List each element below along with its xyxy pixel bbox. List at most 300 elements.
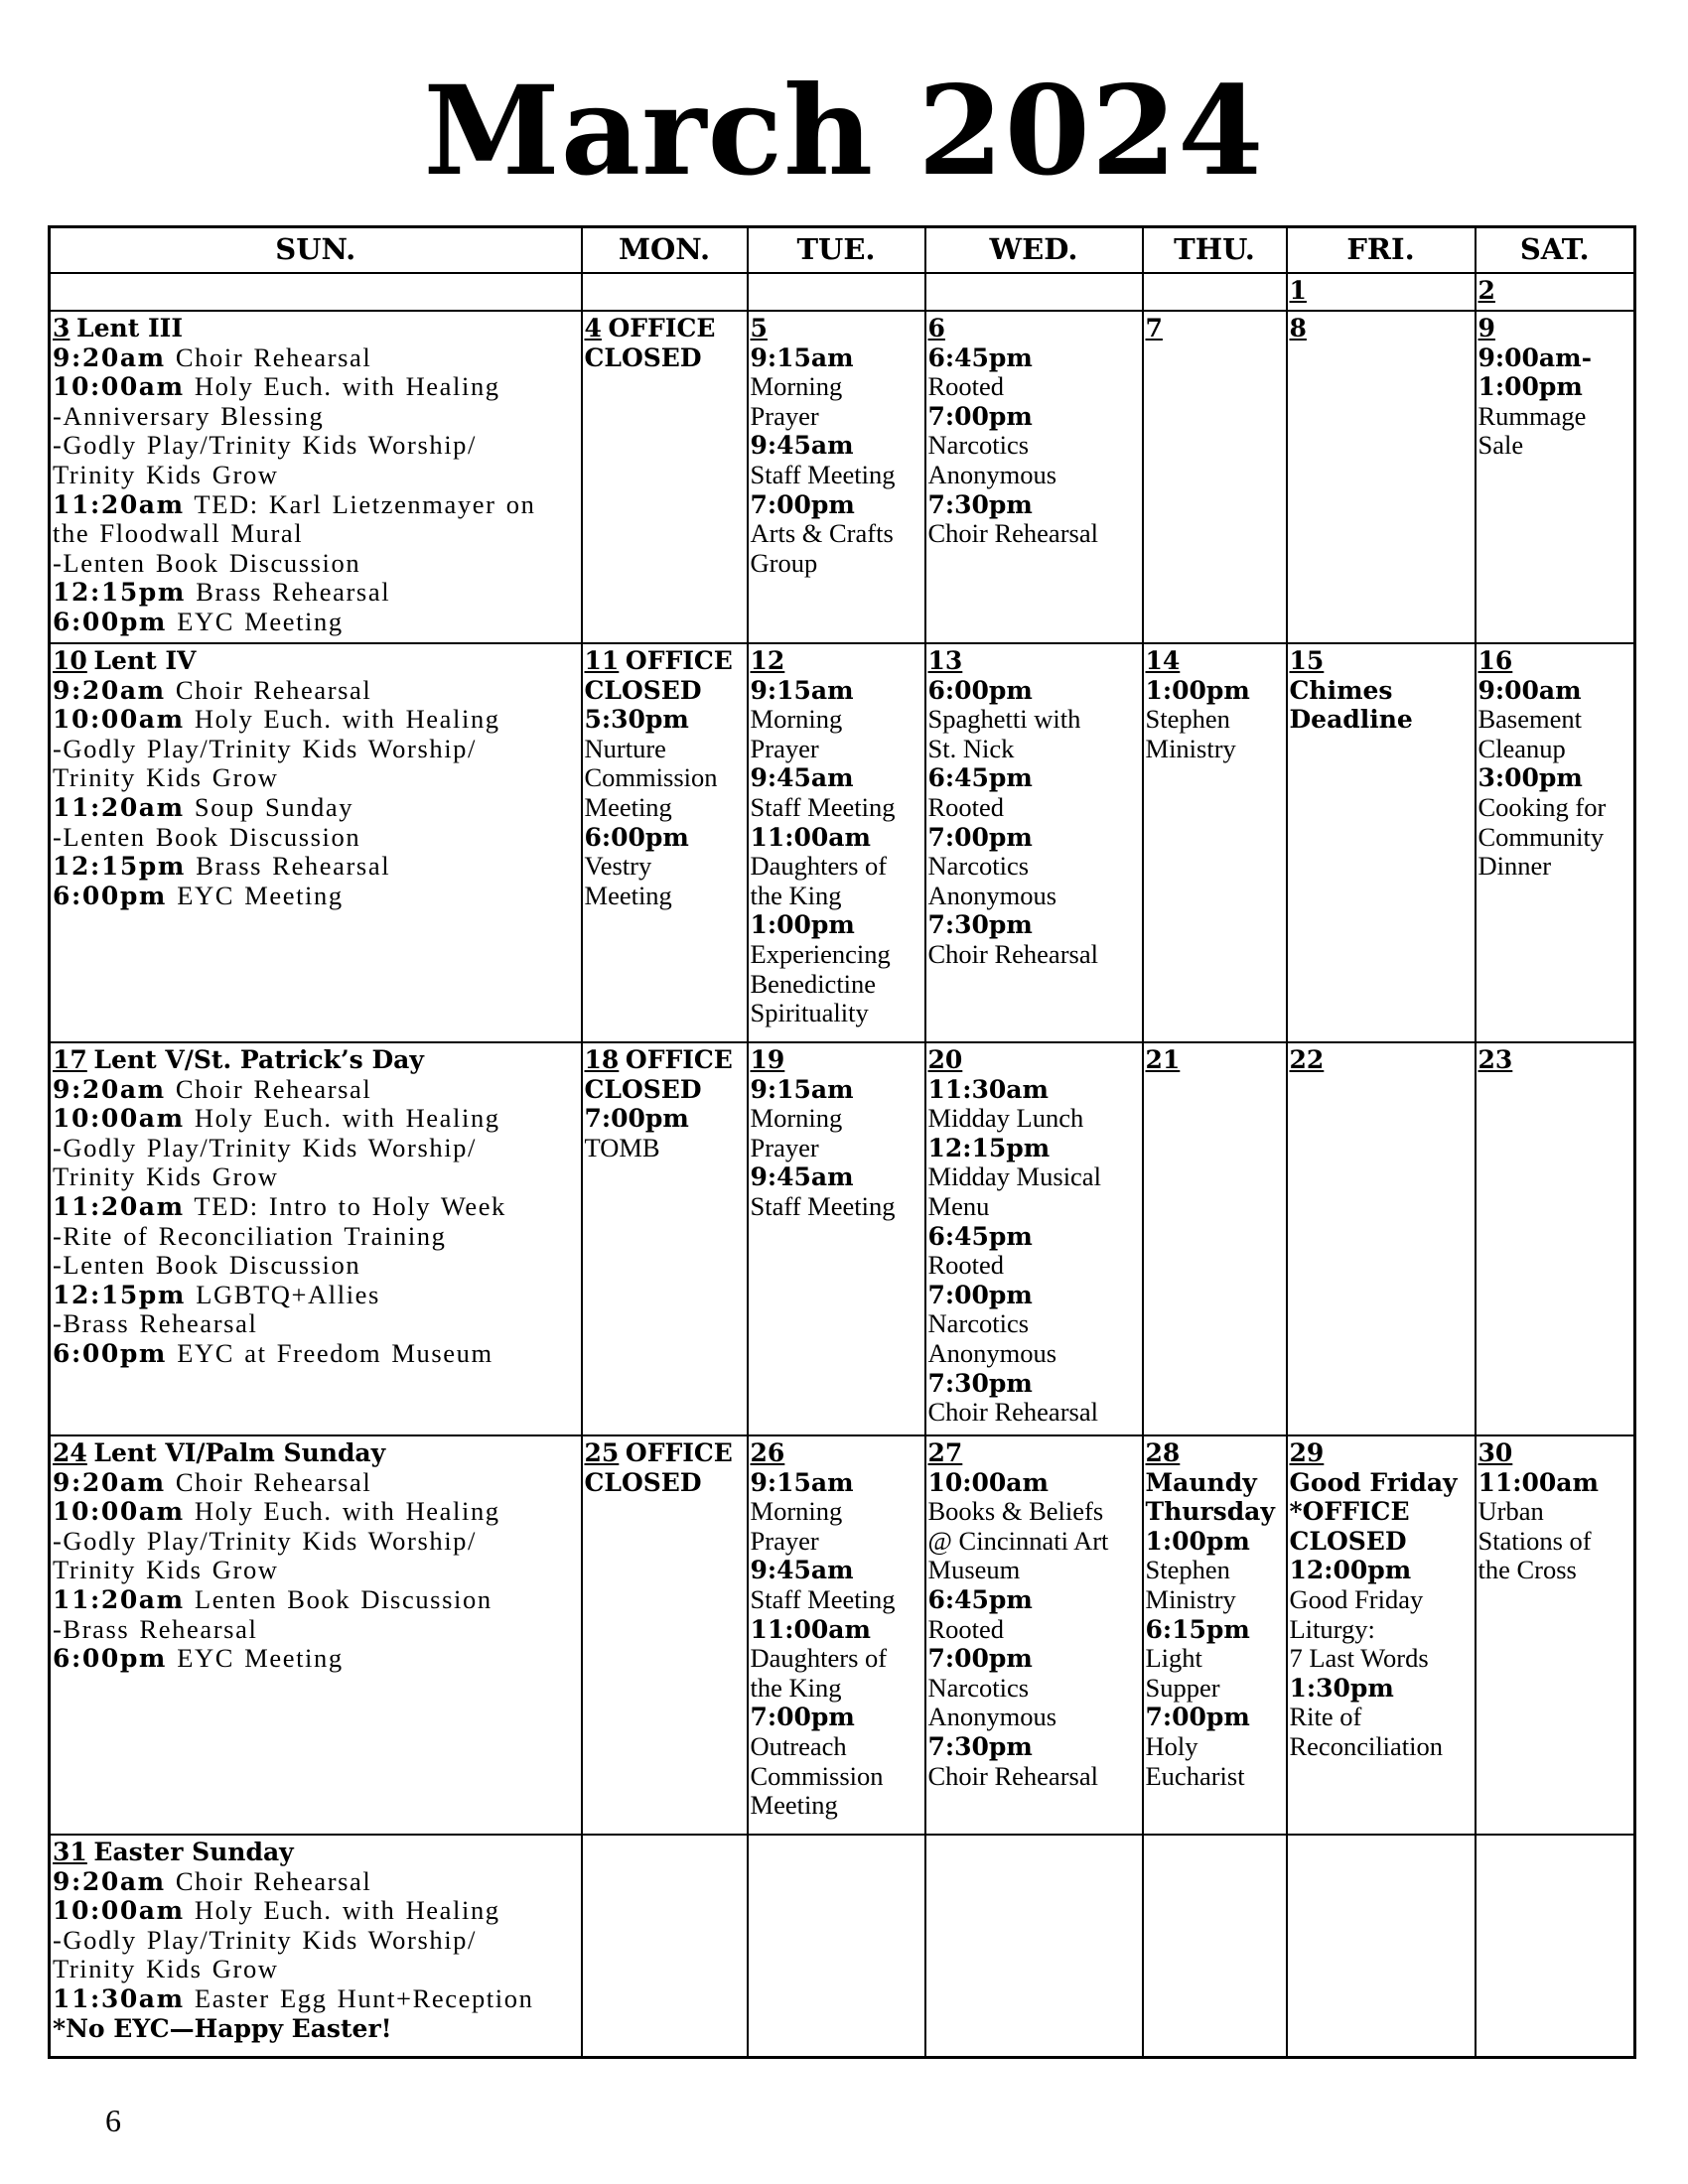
day-number: 9 bbox=[1477, 314, 1495, 342]
day-cell-tue bbox=[748, 1835, 925, 2058]
event-line bbox=[928, 1615, 1142, 1645]
event-line bbox=[928, 1339, 1142, 1369]
day-cell-sun bbox=[50, 643, 582, 1042]
event-text: -Godly Play/Trinity Kids Worship/ bbox=[53, 1924, 477, 1955]
day-number: 18 bbox=[584, 1045, 620, 1074]
day-heading bbox=[53, 1438, 581, 1468]
event-line bbox=[1290, 1556, 1475, 1585]
event-time: 10:00am bbox=[53, 372, 185, 402]
day-number: 13 bbox=[927, 646, 963, 675]
weekday-mon: MON. bbox=[582, 227, 748, 274]
event-time: 7:30pm bbox=[927, 910, 1033, 940]
event-line bbox=[751, 705, 924, 735]
day-cell-thu bbox=[1143, 1835, 1287, 2058]
day-number: 29 bbox=[1289, 1438, 1325, 1467]
event-text: Commission bbox=[584, 762, 718, 793]
event-line bbox=[53, 735, 581, 764]
event-line bbox=[1146, 1644, 1286, 1674]
event-time: 11:00am bbox=[750, 822, 871, 852]
event-time: 12:15pm bbox=[53, 852, 186, 882]
event-line bbox=[53, 1867, 581, 1897]
weekday-fri: FRI. bbox=[1287, 227, 1476, 274]
event-line bbox=[751, 823, 924, 853]
day-cell-fri bbox=[1287, 273, 1476, 311]
event-line bbox=[928, 402, 1142, 432]
event-line bbox=[751, 735, 924, 764]
event-time: 9:00am bbox=[1477, 675, 1582, 705]
event-note: CLOSED bbox=[584, 1467, 702, 1497]
week-row bbox=[50, 1435, 1635, 1835]
event-line bbox=[751, 1703, 924, 1732]
day-heading bbox=[1146, 646, 1286, 676]
event-line bbox=[1478, 763, 1634, 793]
event-line bbox=[928, 1556, 1142, 1585]
event-line bbox=[751, 763, 924, 793]
event-text: TED: Intro to Holy Week bbox=[194, 1190, 506, 1221]
day-cell-mon bbox=[582, 311, 748, 643]
event-text: Cleanup bbox=[1477, 733, 1566, 763]
day-number: 21 bbox=[1145, 1045, 1181, 1074]
event-text: Rummage bbox=[1477, 400, 1587, 431]
week-row bbox=[50, 311, 1635, 643]
event-line bbox=[53, 549, 581, 579]
event-line bbox=[585, 763, 747, 793]
event-text: EYC Meeting bbox=[177, 1643, 344, 1674]
event-line bbox=[928, 1527, 1142, 1557]
event-time: 10:00am bbox=[53, 1497, 185, 1527]
day-cell-tue bbox=[748, 1042, 925, 1435]
event-line bbox=[53, 1955, 581, 1984]
event-text: Staff Meeting bbox=[750, 459, 896, 489]
event-line bbox=[1146, 676, 1286, 706]
event-line bbox=[751, 1468, 924, 1498]
event-line bbox=[751, 431, 924, 461]
day-cell-fri bbox=[1287, 1042, 1476, 1435]
day-label: Lent III bbox=[76, 314, 184, 342]
event-text: Choir Rehearsal bbox=[927, 938, 1098, 969]
event-time: 6:00pm bbox=[53, 607, 167, 636]
day-cell-fri bbox=[1287, 1835, 1476, 2058]
event-time: 7:30pm bbox=[927, 1368, 1033, 1398]
day-number: 1 bbox=[1289, 276, 1307, 305]
event-line bbox=[928, 676, 1142, 706]
day-cell-tue bbox=[748, 643, 925, 1042]
event-line bbox=[53, 1527, 581, 1557]
event-line bbox=[585, 793, 747, 823]
day-cell-mon bbox=[582, 1435, 748, 1835]
day-label: OFFICE bbox=[608, 314, 716, 342]
event-time: 5:30pm bbox=[584, 705, 689, 735]
event-line bbox=[751, 676, 924, 706]
event-time: 3:00pm bbox=[1477, 763, 1583, 793]
event-text: Morning bbox=[750, 1103, 843, 1134]
event-line bbox=[928, 1222, 1142, 1252]
event-line bbox=[751, 940, 924, 970]
event-text: Community bbox=[1477, 821, 1605, 852]
event-line bbox=[928, 1585, 1142, 1615]
event-time: 11:30am bbox=[53, 1983, 185, 2013]
event-text: Commission bbox=[750, 1760, 884, 1791]
event-time: 12:15pm bbox=[53, 1280, 186, 1309]
day-cell-wed bbox=[925, 311, 1143, 643]
day-heading bbox=[1146, 314, 1286, 343]
event-text: -Godly Play/Trinity Kids Worship/ bbox=[53, 1132, 477, 1162]
day-number: 19 bbox=[750, 1045, 785, 1074]
event-text: Anonymous bbox=[927, 880, 1057, 910]
event-text: Nurture bbox=[584, 733, 666, 763]
event-text: Arts & Crafts bbox=[750, 518, 894, 549]
event-text: Meeting bbox=[750, 1790, 838, 1821]
event-line bbox=[751, 970, 924, 1000]
event-line bbox=[1478, 372, 1634, 402]
event-line bbox=[53, 1134, 581, 1163]
event-text: Choir Rehearsal bbox=[927, 1397, 1098, 1428]
event-text: EYC Meeting bbox=[177, 880, 344, 910]
event-text: Prayer bbox=[750, 733, 819, 763]
event-line bbox=[751, 1162, 924, 1192]
event-line bbox=[751, 461, 924, 490]
event-text: Anonymous bbox=[927, 1337, 1057, 1368]
event-text: Soup Sunday bbox=[194, 791, 354, 822]
day-cell-sat bbox=[1476, 1435, 1635, 1835]
day-heading bbox=[585, 1045, 747, 1075]
event-line bbox=[751, 372, 924, 402]
event-line bbox=[751, 1556, 924, 1585]
event-text: Meeting bbox=[584, 791, 672, 822]
event-line bbox=[53, 1251, 581, 1281]
event-text: 7 Last Words bbox=[1289, 1643, 1429, 1674]
event-text: Prayer bbox=[750, 1132, 819, 1162]
event-line bbox=[928, 1703, 1142, 1732]
event-line bbox=[928, 823, 1142, 853]
event-text: Benedictine bbox=[750, 968, 877, 999]
event-text: Vestry bbox=[584, 851, 652, 882]
event-time: 11:20am bbox=[53, 1584, 185, 1614]
day-number: 23 bbox=[1477, 1045, 1513, 1074]
event-time: 9:20am bbox=[53, 342, 166, 372]
event-text: Menu bbox=[927, 1190, 990, 1221]
event-line bbox=[585, 852, 747, 882]
event-line bbox=[928, 1674, 1142, 1704]
event-line bbox=[53, 1281, 581, 1310]
event-time: 9:20am bbox=[53, 1866, 166, 1896]
event-text: the Floodwall Mural bbox=[53, 518, 304, 549]
event-text: Stations of bbox=[1477, 1525, 1592, 1556]
event-time: 6:00pm bbox=[927, 675, 1033, 705]
day-number: 10 bbox=[53, 646, 87, 675]
event-line bbox=[1146, 705, 1286, 735]
event-text: Morning bbox=[750, 704, 843, 735]
day-cell-tue bbox=[748, 1435, 925, 1835]
event-line bbox=[751, 1134, 924, 1163]
event-text: Urban bbox=[1477, 1496, 1544, 1527]
day-heading bbox=[928, 646, 1142, 676]
event-line bbox=[928, 1075, 1142, 1105]
event-line bbox=[1478, 402, 1634, 432]
day-heading bbox=[751, 646, 924, 676]
event-note: CLOSED bbox=[584, 675, 702, 705]
event-time: 9:45am bbox=[750, 431, 854, 461]
day-number: 28 bbox=[1145, 1438, 1181, 1467]
event-time: 12:15pm bbox=[53, 578, 186, 608]
day-heading bbox=[585, 314, 747, 343]
event-line bbox=[751, 1674, 924, 1704]
day-heading bbox=[928, 1438, 1142, 1468]
day-number: 12 bbox=[750, 646, 785, 675]
event-time: 1:30pm bbox=[1289, 1673, 1394, 1703]
event-line bbox=[1146, 1703, 1286, 1732]
event-line bbox=[53, 461, 581, 490]
event-time: 6:45pm bbox=[927, 1221, 1033, 1251]
day-number: 25 bbox=[584, 1438, 620, 1467]
event-line bbox=[928, 1104, 1142, 1134]
event-line bbox=[928, 519, 1142, 549]
event-text: LGBTQ+Allies bbox=[196, 1279, 380, 1309]
event-text: Rooted bbox=[927, 1250, 1005, 1281]
day-cell-wed bbox=[925, 1435, 1143, 1835]
calendar-grid bbox=[48, 225, 1636, 2059]
day-heading bbox=[1146, 1438, 1286, 1468]
event-line bbox=[928, 343, 1142, 373]
day-number: 5 bbox=[750, 314, 768, 342]
event-time: 1:00pm bbox=[1145, 1526, 1250, 1556]
event-text: Morning bbox=[750, 371, 843, 402]
event-line bbox=[1478, 1556, 1634, 1585]
day-cell-wed bbox=[925, 1042, 1143, 1435]
day-cell-mon bbox=[582, 1042, 748, 1435]
event-text: the King bbox=[750, 880, 842, 910]
event-line bbox=[1290, 1585, 1475, 1615]
event-line bbox=[53, 1339, 581, 1369]
day-cell-mon bbox=[582, 273, 748, 311]
week-row bbox=[50, 1835, 1635, 2058]
event-note: Good Friday bbox=[1289, 1467, 1458, 1497]
event-time: 9:20am bbox=[53, 675, 166, 705]
event-text: Choir Rehearsal bbox=[175, 1865, 372, 1896]
week-row bbox=[50, 1042, 1635, 1435]
event-line bbox=[53, 1896, 581, 1926]
day-cell-thu bbox=[1143, 1435, 1287, 1835]
event-text: Narcotics bbox=[927, 1308, 1030, 1339]
weekday-wed: WED. bbox=[925, 227, 1143, 274]
day-cell-sat bbox=[1476, 311, 1635, 643]
event-line bbox=[585, 1134, 747, 1163]
event-line bbox=[751, 519, 924, 549]
event-line bbox=[53, 882, 581, 911]
event-text: Brass Rehearsal bbox=[196, 577, 391, 608]
event-time: 7:30pm bbox=[927, 1731, 1033, 1761]
event-line bbox=[751, 402, 924, 432]
event-note: Deadline bbox=[1289, 705, 1413, 735]
event-line bbox=[1146, 735, 1286, 764]
event-text: Stephen bbox=[1145, 1555, 1230, 1585]
day-heading bbox=[1478, 1438, 1634, 1468]
day-heading bbox=[1478, 314, 1634, 343]
page-title: March 2024 bbox=[423, 60, 1265, 204]
event-text: Midday Lunch bbox=[927, 1103, 1084, 1134]
event-text: -Godly Play/Trinity Kids Worship/ bbox=[53, 733, 477, 763]
event-time: 11:30am bbox=[927, 1074, 1049, 1104]
day-label: Lent IV bbox=[93, 646, 197, 675]
event-line bbox=[928, 1162, 1142, 1192]
event-line bbox=[751, 1791, 924, 1821]
event-text: Anonymous bbox=[927, 459, 1057, 489]
event-text: Ministry bbox=[1145, 1583, 1236, 1614]
event-line bbox=[928, 852, 1142, 882]
event-note: CLOSED bbox=[584, 1074, 702, 1104]
event-line bbox=[53, 1644, 581, 1674]
event-time: 9:15am bbox=[750, 1074, 854, 1104]
event-note: *No EYC—Happy Easter! bbox=[53, 2013, 392, 2043]
day-cell-fri bbox=[1287, 643, 1476, 1042]
event-text: -Lenten Book Discussion bbox=[53, 547, 361, 578]
day-cell-mon bbox=[582, 643, 748, 1042]
event-note: Chimes bbox=[1289, 675, 1393, 705]
day-label: OFFICE bbox=[625, 646, 733, 675]
event-text: TED: Karl Lietzenmayer on bbox=[194, 488, 536, 519]
event-time: 9:15am bbox=[750, 342, 854, 372]
day-heading bbox=[1290, 314, 1475, 343]
event-text: Morning bbox=[750, 1496, 843, 1527]
event-line bbox=[53, 763, 581, 793]
event-line bbox=[928, 882, 1142, 911]
day-label: Easter Sunday bbox=[93, 1838, 294, 1866]
day-label: OFFICE bbox=[625, 1438, 733, 1467]
event-text: Outreach bbox=[750, 1730, 847, 1761]
event-line bbox=[585, 705, 747, 735]
event-line bbox=[928, 705, 1142, 735]
event-time: 11:20am bbox=[53, 792, 185, 822]
day-cell-mon bbox=[582, 1835, 748, 2058]
event-text: Daughters of bbox=[750, 1643, 888, 1674]
event-line bbox=[928, 431, 1142, 461]
event-text: -Godly Play/Trinity Kids Worship/ bbox=[53, 1525, 477, 1556]
day-cell-wed bbox=[925, 1835, 1143, 2058]
event-time: 10:00am bbox=[927, 1467, 1049, 1497]
event-text: Anonymous bbox=[927, 1702, 1057, 1732]
event-time: 6:00pm bbox=[53, 1644, 167, 1674]
event-line bbox=[751, 852, 924, 882]
event-text: EYC at Freedom Museum bbox=[177, 1337, 493, 1368]
event-text: -Godly Play/Trinity Kids Worship/ bbox=[53, 430, 477, 461]
event-text: Liturgy: bbox=[1289, 1613, 1375, 1644]
event-line bbox=[53, 372, 581, 402]
event-text: Experiencing bbox=[750, 938, 891, 969]
day-cell-sat bbox=[1476, 643, 1635, 1042]
event-text: Trinity Kids Grow bbox=[53, 1954, 279, 1984]
event-line bbox=[53, 793, 581, 823]
day-number: 3 bbox=[53, 314, 70, 342]
event-text: Eucharist bbox=[1145, 1760, 1245, 1791]
week-row bbox=[50, 643, 1635, 1042]
day-cell-thu bbox=[1143, 643, 1287, 1042]
day-cell-thu bbox=[1143, 1042, 1287, 1435]
event-time: 6:00pm bbox=[53, 1338, 167, 1368]
event-line bbox=[928, 1468, 1142, 1498]
day-heading bbox=[585, 646, 747, 676]
event-time: 7:00pm bbox=[750, 1703, 855, 1732]
day-number: 20 bbox=[927, 1045, 963, 1074]
day-number: 2 bbox=[1477, 276, 1495, 305]
day-number: 15 bbox=[1289, 646, 1325, 675]
event-line bbox=[53, 1468, 581, 1498]
event-time: 11:20am bbox=[53, 489, 185, 519]
event-line bbox=[53, 431, 581, 461]
event-line bbox=[751, 999, 924, 1028]
event-line bbox=[1478, 343, 1634, 373]
day-cell-fri bbox=[1287, 311, 1476, 643]
event-time: 6:00pm bbox=[53, 881, 167, 910]
day-heading bbox=[928, 314, 1142, 343]
event-text: Midday Musical bbox=[927, 1161, 1101, 1192]
day-cell-sun bbox=[50, 273, 582, 311]
event-text: Lenten Book Discussion bbox=[194, 1583, 492, 1614]
day-heading bbox=[585, 1438, 747, 1468]
event-line bbox=[1290, 1615, 1475, 1645]
day-cell-sun bbox=[50, 1042, 582, 1435]
event-line bbox=[53, 1556, 581, 1585]
event-text: Choir Rehearsal bbox=[175, 674, 372, 705]
event-time: 12:15pm bbox=[927, 1133, 1051, 1162]
event-note: *OFFICE bbox=[1289, 1497, 1410, 1527]
event-line bbox=[751, 910, 924, 940]
event-text: Books & Beliefs bbox=[927, 1496, 1104, 1527]
event-time: 11:20am bbox=[53, 1191, 185, 1221]
event-text: Prayer bbox=[750, 400, 819, 431]
event-line bbox=[751, 1527, 924, 1557]
event-line bbox=[1478, 676, 1634, 706]
event-line bbox=[751, 1192, 924, 1222]
event-time: 12:00pm bbox=[1289, 1556, 1412, 1585]
event-line bbox=[1478, 852, 1634, 882]
day-heading bbox=[751, 1045, 924, 1075]
day-number: 27 bbox=[927, 1438, 963, 1467]
event-line bbox=[751, 1497, 924, 1527]
event-text: Prayer bbox=[750, 1525, 819, 1556]
event-line bbox=[751, 793, 924, 823]
day-label: Lent VI/Palm Sunday bbox=[93, 1438, 386, 1467]
event-text: Trinity Kids Grow bbox=[53, 459, 279, 489]
event-time: 9:20am bbox=[53, 1467, 166, 1497]
event-time: 7:00pm bbox=[927, 1644, 1033, 1674]
event-time: 7:00pm bbox=[750, 489, 855, 519]
event-text: Narcotics bbox=[927, 1672, 1030, 1703]
day-heading bbox=[53, 1045, 581, 1075]
event-text: Narcotics bbox=[927, 430, 1030, 461]
event-text: Holy Euch. with Healing bbox=[194, 1103, 500, 1134]
event-line bbox=[1478, 705, 1634, 735]
day-number: 6 bbox=[927, 314, 945, 342]
day-number: 4 bbox=[584, 314, 602, 342]
event-time: 6:45pm bbox=[927, 1584, 1033, 1614]
day-cell-tue bbox=[748, 311, 925, 643]
event-line bbox=[585, 1104, 747, 1134]
event-line bbox=[53, 1222, 581, 1252]
event-note: Thursday bbox=[1145, 1497, 1275, 1527]
day-cell-sat bbox=[1476, 1042, 1635, 1435]
event-line bbox=[1290, 1644, 1475, 1674]
event-time: 1:00pm bbox=[750, 910, 855, 940]
event-text: Holy Euch. with Healing bbox=[194, 1496, 500, 1527]
event-time: 9:45am bbox=[750, 1556, 854, 1585]
event-text: Easter Egg Hunt+Reception bbox=[194, 1982, 534, 2013]
event-line bbox=[928, 1251, 1142, 1281]
event-line bbox=[53, 823, 581, 853]
day-number: 31 bbox=[53, 1838, 87, 1866]
event-time: 7:00pm bbox=[1145, 1703, 1250, 1732]
day-heading bbox=[751, 314, 924, 343]
day-label: Lent V/St. Patrick’s Day bbox=[93, 1045, 424, 1074]
